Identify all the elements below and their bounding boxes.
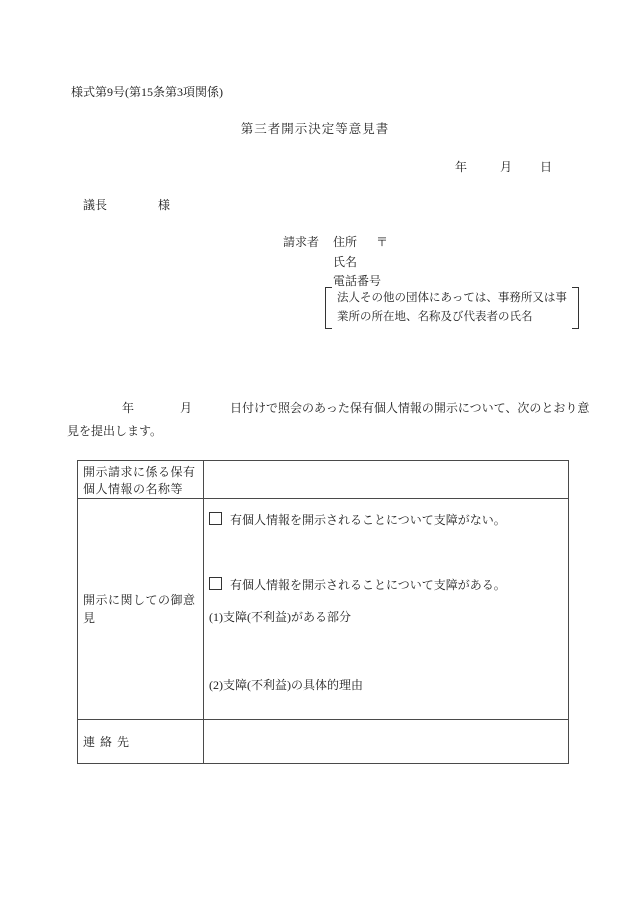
row-contact-label: 連 絡 先 <box>83 735 131 749</box>
option-objection <box>209 576 562 594</box>
row-opinion-label-line1: 開示に関しての御意 <box>83 593 196 607</box>
row-name-label-cell <box>78 461 204 499</box>
checkbox-icon[interactable] <box>209 512 222 525</box>
row-name-label-line2: 個人情報の名称等 <box>83 482 184 496</box>
corporate-note-line1: 法人その他の団体にあっては、事務所又は事 <box>337 292 567 304</box>
row-contact-label-cell <box>78 720 204 763</box>
option-no-objection-label: 有個人情報を開示されることについて支障がない。 <box>230 513 506 527</box>
intro-year-label: 年 <box>122 401 135 415</box>
postal-mark: 〒 <box>376 235 389 249</box>
left-bracket <box>325 287 332 329</box>
date-day-label: 日 <box>540 160 553 174</box>
corporate-note-text <box>332 287 572 329</box>
date-month-label: 月 <box>500 160 513 174</box>
right-bracket <box>572 287 579 329</box>
intro-month-label: 月 <box>180 401 193 415</box>
option-objection-label: 有個人情報を開示されることについて支障がある。 <box>230 578 506 592</box>
document-title: 第三者開示決定等意見書 <box>240 122 390 136</box>
row-name-label-line1: 開示請求に係る保有 <box>83 465 196 479</box>
name-label: 氏名 <box>333 255 358 269</box>
intro-text-line2: 見を提出します。 <box>67 424 163 438</box>
row-opinion-label-line2: 見 <box>83 611 96 625</box>
row-opinion-label-cell <box>78 499 204 720</box>
addressee-honorific: 様 <box>158 198 171 212</box>
date-year-label: 年 <box>455 160 468 174</box>
address-label: 住所 <box>333 235 358 249</box>
opinion-table <box>77 460 569 764</box>
item-objection-reason: (2)支障(不利益)の具体的理由 <box>209 678 363 692</box>
row-opinion-value-cell <box>204 499 568 720</box>
intro-text-line1: 日付けで照会のあった保有個人情報の開示について、次のとおり意 <box>230 401 590 415</box>
addressee-title: 議長 <box>83 198 108 212</box>
checkbox-icon[interactable] <box>209 577 222 590</box>
row-name-value-cell <box>204 461 568 499</box>
phone-label: 電話番号 <box>333 274 382 288</box>
corporate-note <box>325 287 579 329</box>
form-number: 様式第9号(第15条第3項関係) <box>71 85 223 99</box>
corporate-note-line2: 業所の所在地、名称及び代表者の氏名 <box>337 311 533 323</box>
row-contact-value-cell <box>204 720 568 763</box>
requester-label: 請求者 <box>283 235 320 249</box>
item-objection-part: (1)支障(不利益)がある部分 <box>209 610 351 624</box>
option-no-objection <box>209 511 562 529</box>
